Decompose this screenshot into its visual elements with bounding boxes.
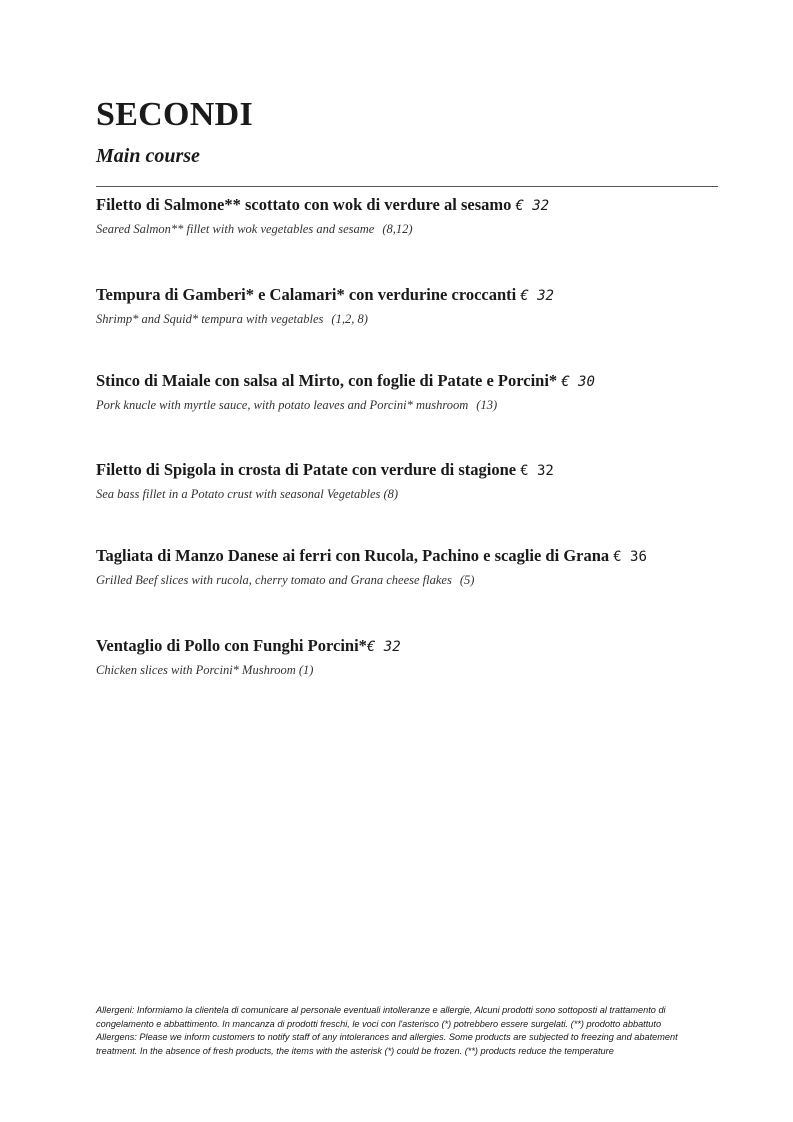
menu-item-name bbox=[96, 195, 736, 216]
menu-item-description-text: Sea bass fillet in a Potato crust with seasonal Vegetables (8) bbox=[96, 487, 399, 501]
allergen-notice-line: congelamento e abbattimento. In mancanza di prodotti freschi, le voci con l'asterisco (*) potrebbero essere surgelati. (**) prodotto abbattuto bbox=[96, 1018, 662, 1029]
menu-item-description bbox=[96, 397, 736, 413]
menu-item-price: € 30 bbox=[561, 374, 595, 390]
menu-item-title: Stinco di Maiale con salsa al Mirto, con foglie di Patate e Porcini* bbox=[96, 371, 558, 390]
menu-item bbox=[96, 195, 736, 237]
menu-item-allergens: (1,2, 8) bbox=[331, 312, 368, 326]
menu-item-description-text: Chicken slices with Porcini* Mushroom (1) bbox=[96, 663, 314, 677]
menu-item-price: € 32 bbox=[515, 198, 550, 214]
page-title: SECONDI bbox=[96, 96, 254, 133]
menu-item-description-text: Grilled Beef slices with rucola, cherry tomato and Grana cheese flakes bbox=[96, 573, 452, 587]
menu-item bbox=[96, 460, 736, 502]
menu-item-title: Filetto di Spigola in crosta di Patate con verdure di stagione bbox=[96, 460, 517, 479]
menu-item-description-text: Shrimp* and Squid* tempura with vegetables bbox=[96, 312, 324, 326]
menu-item bbox=[96, 636, 736, 678]
menu-item-title: Tagliata di Manzo Danese ai ferri con Rucola, Pachino e scaglie di Grana bbox=[96, 546, 610, 565]
page-subtitle: Main course bbox=[96, 145, 200, 167]
menu-item-title: Ventaglio di Pollo con Funghi Porcini* bbox=[96, 636, 367, 655]
menu-item-name bbox=[96, 636, 736, 657]
menu-item bbox=[96, 371, 736, 413]
menu-item-title: Filetto di Salmone** scottato con wok di verdure al sesamo bbox=[96, 195, 512, 214]
menu-item-price: € 36 bbox=[613, 549, 647, 565]
menu-item-allergens: (5) bbox=[459, 573, 475, 587]
menu-item bbox=[96, 285, 736, 327]
menu-item-price: € 32 bbox=[366, 639, 401, 655]
header-divider bbox=[96, 186, 718, 187]
menu-item-description bbox=[96, 486, 736, 502]
menu-item-allergens: (13) bbox=[476, 398, 498, 412]
allergen-notice bbox=[96, 1004, 721, 1058]
menu-item-title: Tempura di Gamberi* e Calamari* con verdurine croccanti bbox=[96, 285, 517, 304]
menu-item-description-text: Pork knucle with myrtle sauce, with potato leaves and Porcini* mushroom bbox=[96, 398, 469, 412]
menu-item-name bbox=[96, 546, 736, 567]
menu-item-price: € 32 bbox=[520, 288, 554, 304]
allergen-notice-line: Allergeni: Informiamo la clientela di comunicare al personale eventuali intolleranze e allergie, Alcuni prodotti sono sottoposti al trattamento di bbox=[96, 1005, 666, 1015]
menu-item bbox=[96, 546, 736, 588]
menu-item-price: € 32 bbox=[520, 463, 554, 479]
menu-item-description bbox=[96, 221, 736, 237]
menu-item-allergens: (8,12) bbox=[382, 222, 413, 236]
menu-item-description bbox=[96, 311, 736, 327]
menu-item-description-text: Seared Salmon** fillet with wok vegetables and sesame bbox=[96, 222, 375, 236]
menu-item-description bbox=[96, 572, 736, 588]
menu-item-description bbox=[96, 662, 736, 678]
allergen-notice-line: treatment. In the absence of fresh products, the items with the asterisk (*) could be frozen. (**) products reduce the temperature bbox=[96, 1045, 614, 1056]
allergen-notice-line: Allergens: Please we inform customers to notify staff of any intolerances and allergies. Some products are subjected to freezing and abatement bbox=[96, 1032, 678, 1042]
menu-item-name bbox=[96, 285, 736, 306]
menu-item-name bbox=[96, 460, 736, 481]
menu-item-name bbox=[96, 371, 736, 392]
